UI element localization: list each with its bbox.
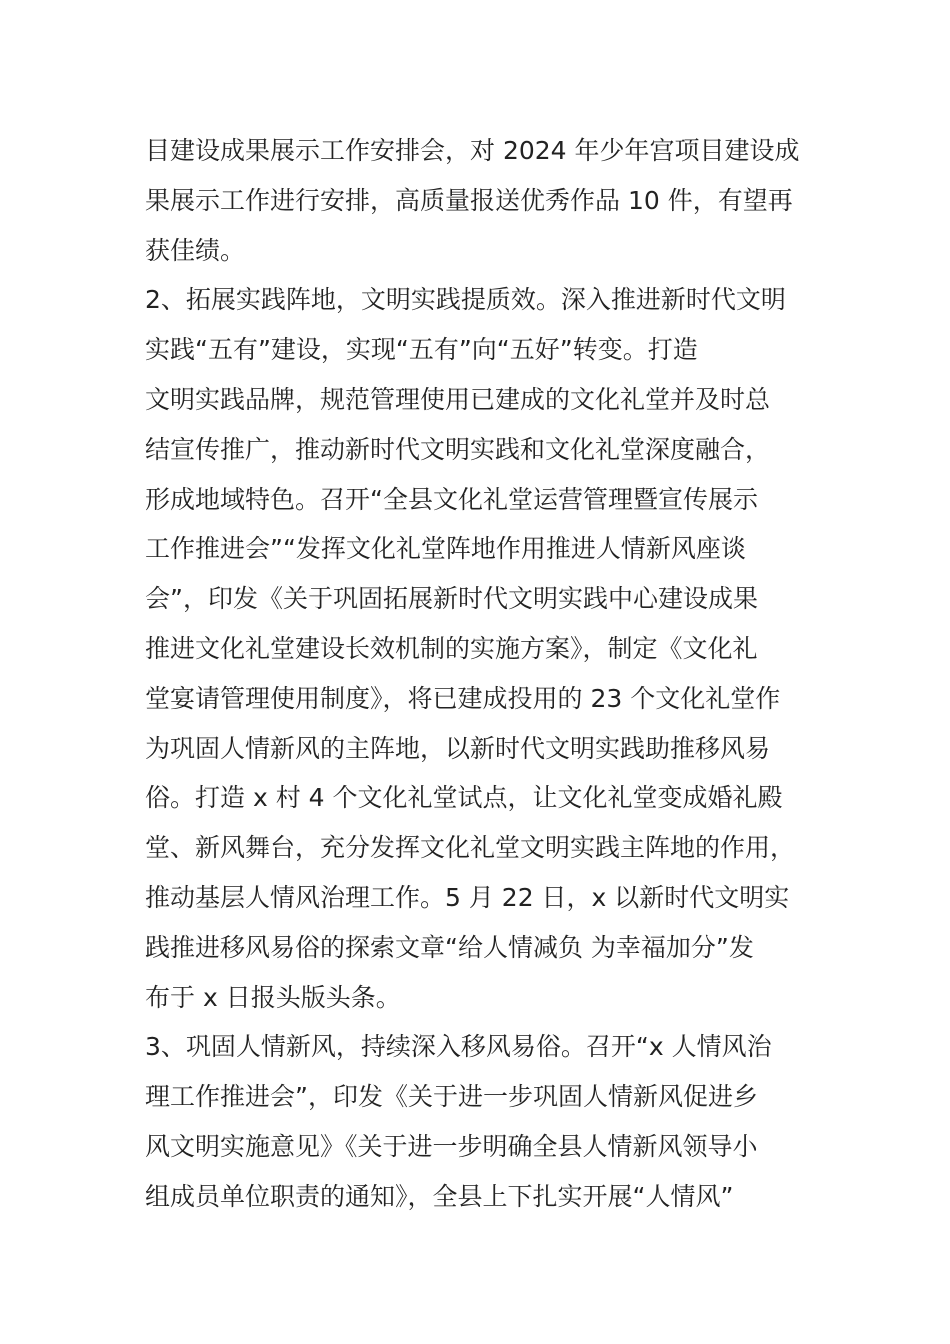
text-line: 践推进移风易俗的探索文章“给人情减负 为幸福加分”发 [145,932,754,962]
text-line: 工作推进会”“发挥文化礼堂阵地作用推进人情新风座谈 [145,534,746,564]
text-line: 结宣传推广，推动新时代文明实践和文化礼堂深度融合， [145,434,771,464]
text-line: 3、巩固人情新风，持续深入移风易俗。召开“x 人情风治 [145,1032,772,1062]
text-line: 组成员单位职责的通知》，全县上下扎实开展“人情风” [145,1181,734,1211]
text-line: 堂宴请管理使用制度》，将已建成投用的 23 个文化礼堂作 [145,683,781,713]
text-line: 形成地域特色。召开“全县文化礼堂运营管理暨宣传展示 [145,484,758,514]
text-line: 风文明实施意见》《关于进一步明确全县人情新风领导小 [145,1131,758,1161]
text-line: 布于 x 日报头版头条。 [145,982,401,1012]
text-line: 推进文化礼堂建设长效机制的实施方案》，制定《文化礼 [145,633,758,663]
text-line: 获佳绩。 [145,235,246,265]
text-line: 2、拓展实践阵地，文明实践提质效。深入推进新时代文明 [145,285,786,315]
text-line: 实践“五有”建设，实现“五有”向“五好”转变。打造 [145,335,698,365]
text-line: 会”，印发《关于巩固拓展新时代文明实践中心建设成果 [145,584,758,614]
text-line: 推动基层人情风治理工作。5 月 22 日，x 以新时代文明实 [145,882,790,912]
text-line: 堂、新风舞台，充分发挥文化礼堂文明实践主阵地的作用， [145,833,796,863]
text-line: 文明实践品牌，规范管理使用已建成的文化礼堂并及时总 [145,384,771,414]
text-line: 目建设成果展示工作安排会，对 2024 年少年宫项目建设成 [145,136,800,165]
text-line: 俗。打造 x 村 4 个文化礼堂试点，让文化礼堂变成婚礼殿 [145,783,783,813]
text-line: 为巩固人情新风的主阵地，以新时代文明实践助推移风易 [145,733,771,763]
body-text [145,126,825,1222]
text-line: 果展示工作进行安排，高质量报送优秀作品 10 件，有望再 [145,185,793,215]
text-line: 理工作推进会”，印发《关于进一步巩固人情新风促进乡 [145,1082,758,1112]
